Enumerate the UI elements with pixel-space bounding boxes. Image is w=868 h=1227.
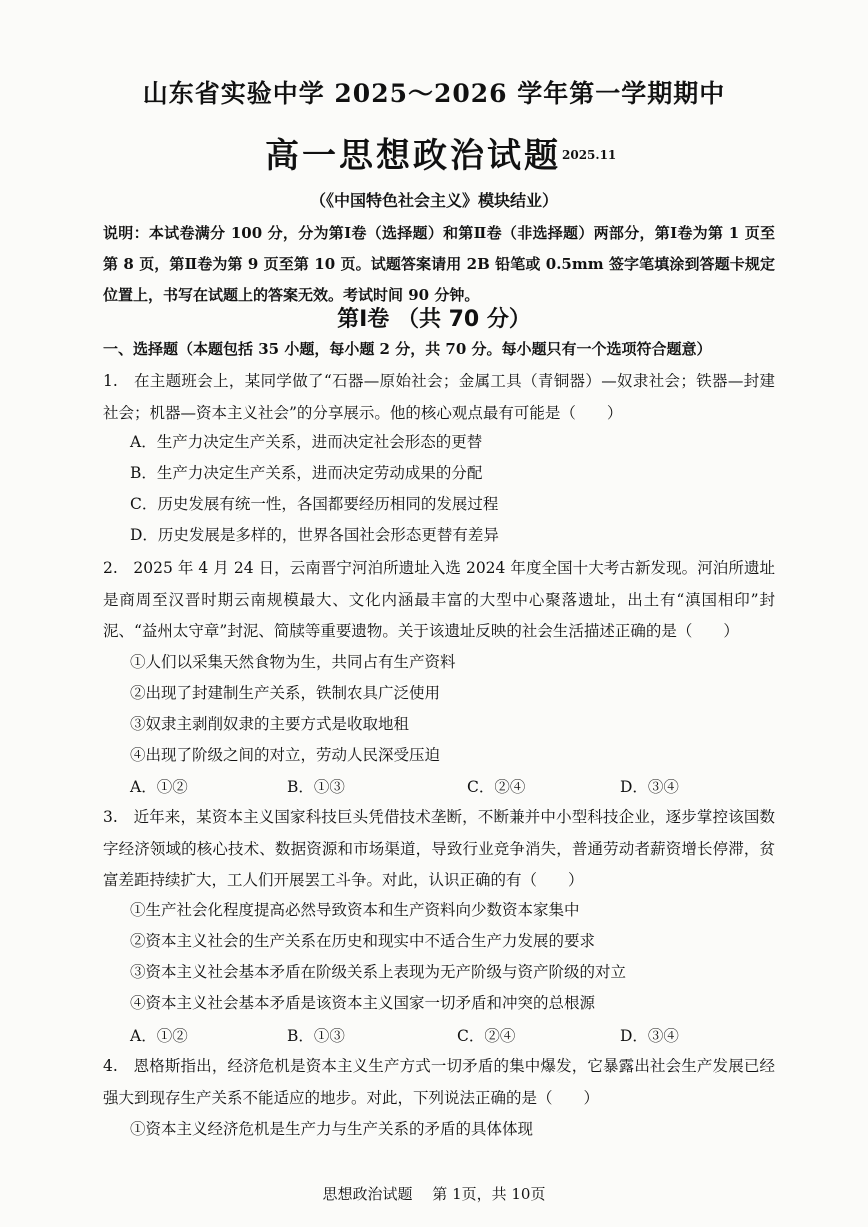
exam-date: 2025.11 — [562, 148, 617, 162]
question-3-item-1: ①生产社会化程度提高必然导致资本和生产资料向少数资本家集中 — [130, 901, 580, 919]
exam-subtitle: （《中国特色社会主义》模块结业） — [309, 191, 558, 210]
question-3-item-3: ③资本主义社会基本矛盾在阶级关系上表现为无产阶级与资产阶级的对立 — [130, 963, 627, 981]
question-2-item-1: ①人们以采集天然食物为生，共同占有生产资料 — [130, 653, 456, 671]
question-1-option-a: A．生产力决定生产关系，进而决定社会形态的更替 — [130, 433, 483, 451]
question-2-item-4: ④出现了阶级之间的对立，劳动人民深受压迫 — [130, 746, 441, 764]
question-3-choice-c: C．②④ — [457, 1027, 516, 1045]
question-2-item-2: ②出现了封建制生产关系，铁制农具广泛使用 — [130, 684, 441, 702]
question-2-stem: 2. 2025 年 4 月 24 日，云南晋宁河泊所遗址入选 2024 年度全国十大考古新发现。河泊所遗址是商周至汉晋时期云南规模最大、文化内涵最丰富的大型中心聚落遗址，出土有“滇国相印”封泥、“益州太守章”封泥、简牍等重要遗物。关于该遗址反映的社会生活描述正确的是（ ） — [103, 559, 775, 640]
question-4-stem: 4. 恩格斯指出，经济危机是资本主义生产方式一切矛盾的集中爆发，它暴露出社会生产发展已经强大到现存生产关系不能适应的地步。对此，下列说法正确的是（ ） — [103, 1057, 775, 1107]
question-1-option-d: D．历史发展是多样的，世界各国社会形态更替有差异 — [130, 526, 499, 544]
question-4-item-1: ①资本主义经济危机是生产力与生产关系的矛盾的具体体现 — [130, 1120, 534, 1138]
volume-title: 第Ⅰ卷 （共 70 分） — [337, 307, 531, 332]
section-title: 一、选择题（本题包括 35 小题，每小题 2 分，共 70 分。每小题只有一个选项符合题意） — [103, 340, 712, 358]
question-3-stem: 3. 近年来，某资本主义国家科技巨头凭借技术垄断，不断兼并中小型科技企业，逐步掌控该国数字经济领域的核心技术、数据资源和市场渠道，导致行业竞争消失，普通劳动者薪资增长停滞，贫富差距持续扩大，工人们开展罢工斗争。对此，认识正确的有（ ） — [103, 808, 775, 889]
question-2-choice-c: C．②④ — [467, 778, 526, 796]
question-1-stem: 1. 在主题班会上，某同学做了“石器—原始社会；金属工具（青铜器）—奴隶社会；铁器—封建社会；机器—资本主义社会”的分享展示。他的核心观点最有可能是（ ） — [103, 372, 775, 422]
exam-subject-title: 高一思想政治试题 — [265, 136, 561, 176]
exam-instructions: 说明：本试卷满分 100 分，分为第Ⅰ卷（选择题）和第Ⅱ卷（非选择题）两部分，第Ⅰ卷为第 1 页至第 8 页，第Ⅱ卷为第 9 页至第 10 页。试题答案请用 2B 铅笔或 0.5mm 签字笔填涂到答题卡规定位置上，书写在试题上的答案无效。考试时间 90 分钟。 — [103, 224, 775, 304]
question-2-choice-d: D．③④ — [620, 778, 679, 796]
question-3-item-2: ②资本主义社会的生产关系在历史和现实中不适合生产力发展的要求 — [130, 932, 596, 950]
question-3-choice-d: D．③④ — [620, 1027, 679, 1045]
question-2-choice-b: B．①③ — [287, 778, 345, 796]
question-1-option-b: B．生产力决定生产关系，进而决定劳动成果的分配 — [130, 464, 483, 482]
question-3-item-4: ④资本主义社会基本矛盾是该资本主义国家一切矛盾和冲突的总根源 — [130, 994, 596, 1012]
question-3-choice-a: A．①② — [130, 1027, 188, 1045]
question-2-choice-a: A．①② — [130, 778, 188, 796]
question-3-choice-b: B．①③ — [287, 1027, 345, 1045]
exam-school-title: 山东省实验中学 2025～2026 学年第一学期期中 — [142, 79, 726, 108]
question-2-item-3: ③奴隶主剥削奴隶的主要方式是收取地租 — [130, 715, 410, 733]
question-1-option-c: C．历史发展有统一性，各国都要经历相同的发展过程 — [130, 495, 499, 513]
question-3-choices — [130, 1024, 690, 1046]
page-footer: 思想政治试题 第 1页，共 10页 — [322, 1185, 546, 1203]
question-2-choices — [130, 775, 690, 797]
